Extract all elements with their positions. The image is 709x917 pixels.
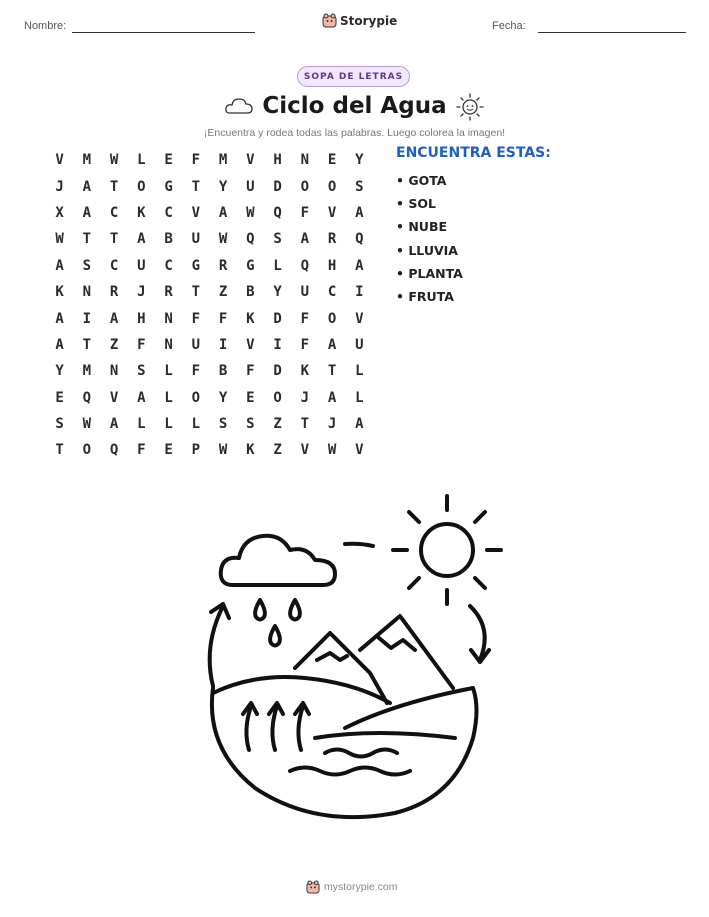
grid-letter[interactable]: F bbox=[300, 204, 310, 221]
grid-letter[interactable]: N bbox=[164, 336, 173, 353]
grid-letter[interactable]: H bbox=[137, 310, 146, 327]
grid-letter[interactable]: G bbox=[164, 178, 173, 195]
grid-letter[interactable]: N bbox=[109, 363, 119, 380]
grid-letter[interactable]: T bbox=[191, 284, 201, 301]
footer-url[interactable]: mystorypie.com bbox=[324, 881, 398, 893]
grid-letter[interactable]: K bbox=[137, 204, 146, 221]
arrow-up bbox=[210, 606, 223, 686]
grid-letter[interactable]: Q bbox=[300, 257, 310, 274]
word-list-title: ENCUENTRA ESTAS: bbox=[396, 145, 551, 161]
grid-letter[interactable]: I bbox=[273, 336, 282, 353]
grid-letter[interactable]: N bbox=[300, 152, 310, 169]
steam-arrow bbox=[298, 706, 303, 750]
grid-letter[interactable]: O bbox=[137, 178, 146, 195]
grid-letter[interactable]: Y bbox=[218, 178, 228, 195]
grid-letter[interactable]: V bbox=[109, 389, 119, 406]
grid-letter[interactable]: P bbox=[191, 442, 201, 459]
grid-letter[interactable]: M bbox=[82, 152, 92, 169]
grid-letter[interactable]: L bbox=[273, 257, 282, 274]
grid-letter[interactable]: A bbox=[327, 389, 337, 406]
grid-row bbox=[46, 305, 373, 331]
grid-letter[interactable]: L bbox=[355, 389, 364, 406]
grid-letter[interactable]: G bbox=[246, 257, 255, 274]
grid-letter[interactable]: S bbox=[246, 416, 255, 433]
grid-letter[interactable]: W bbox=[246, 204, 255, 221]
grid-letter[interactable]: D bbox=[273, 178, 282, 195]
sun-circle bbox=[421, 524, 473, 576]
grid-letter[interactable]: C bbox=[109, 257, 119, 274]
grid-row bbox=[46, 411, 373, 437]
grid-letter[interactable]: L bbox=[164, 363, 173, 380]
sun-icon bbox=[455, 92, 485, 122]
name-label: Nombre: bbox=[24, 20, 67, 32]
grid-letter[interactable]: N bbox=[82, 284, 92, 301]
word-item: • NUBE bbox=[396, 219, 448, 234]
grid-row bbox=[46, 253, 373, 279]
grid-row bbox=[46, 226, 373, 252]
raindrop bbox=[270, 626, 280, 646]
grid-letter[interactable]: D bbox=[273, 363, 282, 380]
grid-letter[interactable]: T bbox=[109, 178, 119, 195]
raindrop bbox=[290, 600, 300, 620]
grid-letter[interactable]: V bbox=[355, 442, 364, 459]
grid-letter[interactable]: W bbox=[55, 231, 64, 248]
grid-letter[interactable]: U bbox=[191, 231, 201, 248]
grid-letter[interactable]: L bbox=[164, 389, 173, 406]
grid-letter[interactable]: A bbox=[300, 231, 310, 248]
grid-letter[interactable]: A bbox=[137, 389, 146, 406]
grid-letter[interactable]: V bbox=[191, 204, 201, 221]
page-title: Ciclo del Agua bbox=[262, 93, 447, 119]
grid-letter[interactable]: K bbox=[246, 442, 255, 459]
grid-letter[interactable]: X bbox=[55, 204, 64, 221]
grid-letter[interactable]: Z bbox=[218, 284, 228, 301]
storypie-logo-icon bbox=[322, 13, 337, 28]
grid-letter[interactable]: U bbox=[246, 178, 255, 195]
brand-name: Storypie bbox=[340, 13, 398, 28]
grid-letter[interactable]: A bbox=[109, 416, 119, 433]
grid-row bbox=[46, 332, 373, 358]
grid-letter[interactable]: E bbox=[55, 389, 64, 406]
grid-letter[interactable]: A bbox=[82, 178, 92, 195]
grid-letter[interactable]: W bbox=[82, 416, 92, 433]
grid-row bbox=[46, 437, 373, 463]
grid-letter[interactable]: F bbox=[300, 310, 310, 327]
date-label: Fecha: bbox=[492, 20, 526, 32]
grid-letter[interactable]: T bbox=[191, 178, 201, 195]
grid-letter[interactable]: S bbox=[218, 416, 228, 433]
grid-letter[interactable]: W bbox=[218, 442, 228, 459]
grid-letter[interactable]: C bbox=[164, 204, 173, 221]
grid-letter[interactable]: Y bbox=[218, 389, 228, 406]
grid-row bbox=[46, 147, 373, 173]
grid-letter[interactable]: T bbox=[109, 231, 119, 248]
grid-letter[interactable]: V bbox=[355, 310, 364, 327]
grid-letter[interactable]: B bbox=[218, 363, 228, 380]
grid-letter[interactable]: O bbox=[300, 178, 310, 195]
grid-letter[interactable]: K bbox=[246, 310, 255, 327]
grid-letter[interactable]: B bbox=[246, 284, 255, 301]
grid-letter[interactable]: A bbox=[55, 257, 64, 274]
grid-letter[interactable]: O bbox=[82, 442, 92, 459]
grid-letter[interactable]: M bbox=[82, 363, 92, 380]
word-item: • SOL bbox=[396, 196, 436, 211]
grid-row bbox=[46, 279, 373, 305]
grid-letter[interactable]: S bbox=[82, 257, 92, 274]
cloud-shape bbox=[221, 536, 335, 585]
grid-letter[interactable]: A bbox=[55, 336, 64, 353]
grid-letter[interactable]: Q bbox=[355, 231, 364, 248]
grid-letter[interactable]: V bbox=[55, 152, 64, 169]
grid-letter[interactable]: E bbox=[246, 389, 255, 406]
grid-letter[interactable]: T bbox=[82, 336, 92, 353]
grid-letter[interactable]: A bbox=[109, 310, 119, 327]
grid-letter[interactable]: B bbox=[164, 231, 173, 248]
grid-letter[interactable]: I bbox=[355, 284, 364, 301]
storypie-logo-icon bbox=[306, 880, 320, 894]
activity-badge: SOPA DE LETRAS bbox=[297, 66, 410, 87]
grid-letter[interactable]: T bbox=[55, 442, 64, 459]
wave bbox=[290, 768, 410, 775]
steam-arrow bbox=[246, 706, 251, 750]
grid-letter[interactable]: Q bbox=[82, 389, 92, 406]
word-item: • LLUVIA bbox=[396, 243, 458, 258]
grid-letter[interactable]: A bbox=[355, 257, 364, 274]
instructions: ¡Encuentra y rodea todas las palabras. Luego colorea la imagen! bbox=[203, 127, 506, 139]
grid-letter[interactable]: N bbox=[164, 310, 173, 327]
grid-letter[interactable]: R bbox=[218, 257, 228, 274]
grid-letter[interactable]: T bbox=[82, 231, 92, 248]
hill bbox=[345, 688, 473, 728]
grid-letter[interactable]: V bbox=[246, 152, 255, 169]
word-item: • FRUTA bbox=[396, 289, 454, 304]
grid-letter[interactable]: R bbox=[109, 284, 119, 301]
date-line[interactable] bbox=[538, 32, 686, 33]
grid-letter[interactable]: O bbox=[327, 178, 337, 195]
grid-letter[interactable]: H bbox=[327, 257, 337, 274]
grid-letter[interactable]: K bbox=[55, 284, 64, 301]
grid-letter[interactable]: K bbox=[300, 363, 310, 380]
grid-letter[interactable]: V bbox=[327, 204, 337, 221]
grid-letter[interactable]: C bbox=[109, 204, 119, 221]
grid-letter[interactable]: Z bbox=[273, 416, 282, 433]
grid-letter[interactable]: A bbox=[137, 231, 146, 248]
grid-row bbox=[46, 200, 373, 226]
grid-letter[interactable]: C bbox=[327, 284, 337, 301]
word-search-grid bbox=[46, 147, 373, 464]
grid-letter[interactable]: E bbox=[164, 152, 173, 169]
grid-letter[interactable]: T bbox=[300, 416, 310, 433]
grid-letter[interactable]: F bbox=[246, 363, 255, 380]
grid-letter[interactable]: W bbox=[109, 152, 119, 169]
grid-letter[interactable]: J bbox=[300, 389, 310, 406]
grid-letter[interactable]: Q bbox=[246, 231, 255, 248]
grid-letter[interactable]: F bbox=[137, 336, 146, 353]
grid-letter[interactable]: E bbox=[164, 442, 173, 459]
grid-letter[interactable]: H bbox=[273, 152, 282, 169]
grid-letter[interactable]: V bbox=[300, 442, 310, 459]
grid-letter[interactable]: O bbox=[191, 389, 201, 406]
brand-logo bbox=[322, 13, 397, 28]
grid-letter[interactable]: F bbox=[137, 442, 146, 459]
grid-letter[interactable]: O bbox=[327, 310, 337, 327]
footer bbox=[306, 880, 398, 894]
grid-letter[interactable]: J bbox=[327, 416, 337, 433]
word-item: • GOTA bbox=[396, 173, 447, 188]
grid-row bbox=[46, 385, 373, 411]
grid-letter[interactable]: F bbox=[191, 152, 201, 169]
grid-letter[interactable]: U bbox=[191, 336, 201, 353]
word-item: • PLANTA bbox=[396, 266, 463, 281]
grid-letter[interactable]: Z bbox=[273, 442, 282, 459]
grid-letter[interactable]: C bbox=[164, 257, 173, 274]
grid-letter[interactable]: W bbox=[327, 442, 337, 459]
grid-letter[interactable]: E bbox=[327, 152, 337, 169]
grid-letter[interactable]: S bbox=[273, 231, 282, 248]
grid-letter[interactable]: J bbox=[55, 178, 64, 195]
grid-letter[interactable]: I bbox=[82, 310, 92, 327]
grid-letter[interactable]: L bbox=[137, 416, 146, 433]
grid-letter[interactable]: S bbox=[55, 416, 64, 433]
grid-letter[interactable]: D bbox=[273, 310, 282, 327]
grid-letter[interactable]: F bbox=[191, 310, 201, 327]
grid-letter[interactable]: U bbox=[137, 257, 146, 274]
name-line[interactable] bbox=[72, 32, 255, 33]
grid-letter[interactable]: L bbox=[355, 363, 364, 380]
grid-letter[interactable]: G bbox=[191, 257, 201, 274]
grid-letter[interactable]: R bbox=[327, 231, 337, 248]
grid-letter[interactable]: I bbox=[218, 336, 228, 353]
grid-letter[interactable]: J bbox=[137, 284, 146, 301]
grid-letter[interactable]: F bbox=[191, 363, 201, 380]
grid-letter[interactable]: F bbox=[300, 336, 310, 353]
grid-letter[interactable]: F bbox=[218, 310, 228, 327]
grid-row bbox=[46, 173, 373, 199]
grid-letter[interactable]: Q bbox=[109, 442, 119, 459]
wave bbox=[325, 750, 397, 757]
grid-letter[interactable]: V bbox=[246, 336, 255, 353]
steam-arrow bbox=[272, 706, 277, 750]
grid-letter[interactable]: L bbox=[164, 416, 173, 433]
grid-letter[interactable]: Q bbox=[273, 204, 282, 221]
grid-letter[interactable]: Z bbox=[109, 336, 119, 353]
grid-letter[interactable]: Y bbox=[55, 363, 64, 380]
hill bbox=[213, 677, 390, 703]
grid-letter[interactable]: R bbox=[164, 284, 173, 301]
grid-letter[interactable]: Y bbox=[355, 152, 364, 169]
grid-letter[interactable]: W bbox=[218, 231, 228, 248]
grid-letter[interactable]: A bbox=[355, 416, 364, 433]
grid-letter[interactable]: A bbox=[218, 204, 228, 221]
grid-letter[interactable]: U bbox=[355, 336, 364, 353]
grid-letter[interactable]: M bbox=[218, 152, 228, 169]
grid-letter[interactable]: A bbox=[327, 336, 337, 353]
grid-letter[interactable]: O bbox=[273, 389, 282, 406]
grid-letter[interactable]: S bbox=[355, 178, 364, 195]
grid-row bbox=[46, 358, 373, 384]
grid-letter[interactable]: L bbox=[137, 152, 146, 169]
grid-letter[interactable]: A bbox=[55, 310, 64, 327]
grid-letter[interactable]: A bbox=[355, 204, 364, 221]
grid-letter[interactable]: T bbox=[327, 363, 337, 380]
grid-letter[interactable]: U bbox=[300, 284, 310, 301]
water-cycle-illustration bbox=[195, 488, 515, 828]
grid-letter[interactable]: L bbox=[191, 416, 201, 433]
grid-letter[interactable]: S bbox=[137, 363, 146, 380]
grid-letter[interactable]: A bbox=[82, 204, 92, 221]
grid-letter[interactable]: Y bbox=[273, 284, 282, 301]
raindrop bbox=[255, 600, 265, 620]
